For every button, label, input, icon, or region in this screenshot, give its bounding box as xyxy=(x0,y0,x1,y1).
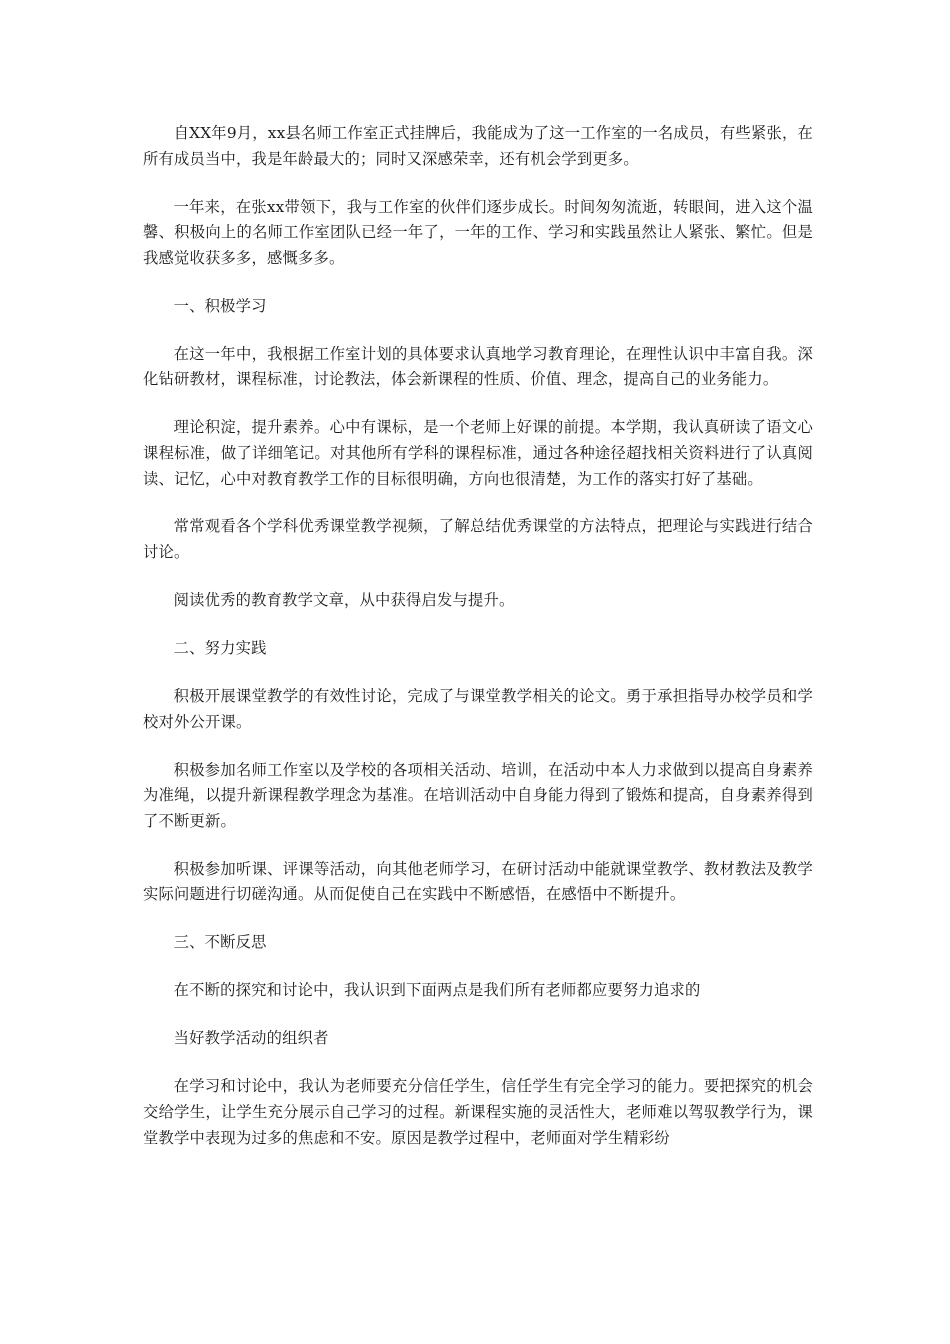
subheading-organizer: 当好教学活动的组织者 xyxy=(173,1029,329,1048)
theory-paragraph: 理论积淀，提升素养。心中有课标，是一个老师上好课的前提。本学期，我认真研读了语文心课程标准，做了详细笔记。对其他所有学科的课程标准，通过各种途径超找相关资料进行了认真阅读、记忆，心中对教育教学工作的目标很明确，方向也很清楚，为工作的落实打好了基础。 xyxy=(143,418,813,488)
section-heading-learning: 一、积极学习 xyxy=(173,296,267,315)
reflection-paragraph-1: 在不断的探究和讨论中，我认识到下面两点是我们所有老师都应要努力追求的 xyxy=(173,981,701,1000)
practice-paragraph-1: 积极开展课堂教学的有效性讨论，完成了与课堂教学相关的论文。勇于承担指导办校学员和学校对外公开课。 xyxy=(143,687,813,731)
document-body xyxy=(143,121,813,1173)
section-heading-practice: 二、努力实践 xyxy=(173,639,267,658)
reflection-paragraph-2: 在学习和讨论中，我认为老师要充分信任学生，信任学生有完全学习的能力。要把探究的机会交给学生，让学生充分展示自己学习的过程。新课程实施的灵活性大，老师难以驾驭教学行为，课堂教学中表现为过多的焦虑和不安。原因是教学过程中，老师面对学生精彩纷 xyxy=(143,1077,813,1147)
learning-paragraph: 在这一年中，我根据工作室计划的具体要求认真地学习教育理论，在理性认识中丰富自我。深化钻研教材，课程标准，讨论教法，体会新课程的性质、价值、理念，提高自己的业务能力。 xyxy=(143,344,813,389)
practice-paragraph-2: 积极参加名师工作室以及学校的各项相关活动、培训，在活动中本人力求做到以提高自身素养为准绳，以提升新课程教学理念为基准。在培训活动中自身能力得到了锻炼和提高，自身素养得到了不断更新。 xyxy=(143,760,813,830)
practice-paragraph-3: 积极参加听课、评课等活动，向其他老师学习，在研讨活动中能就课堂教学、教材教法及教学实际问题进行切磋沟通。从而促使自己在实践中不断感悟，在感悟中不断提升。 xyxy=(143,859,813,904)
intro-paragraph: 自XX年9月，xx县名师工作室正式挂牌后，我能成为了这一工作室的一名成员，有些紧张，在所有成员当中，我是年龄最大的；同时又深感荣幸，还有机会学到更多。 xyxy=(143,124,813,168)
reading-paragraph: 阅读优秀的教育教学文章，从中获得启发与提升。 xyxy=(173,591,515,610)
section-heading-reflection: 三、不断反思 xyxy=(173,933,267,952)
video-paragraph: 常常观看各个学科优秀课堂教学视频，了解总结优秀课堂的方法特点，把理论与实践进行结合讨论。 xyxy=(143,517,813,562)
overview-paragraph: 一年来，在张xx带领下，我与工作室的伙伴们逐步成长。时间匆匆流逝，转眼间，进入这个温馨、积极向上的名师工作室团队已经一年了，一年的工作、学习和实践虽然让人紧张、繁忙。但是我感觉收获多多，感慨多多。 xyxy=(143,197,813,267)
